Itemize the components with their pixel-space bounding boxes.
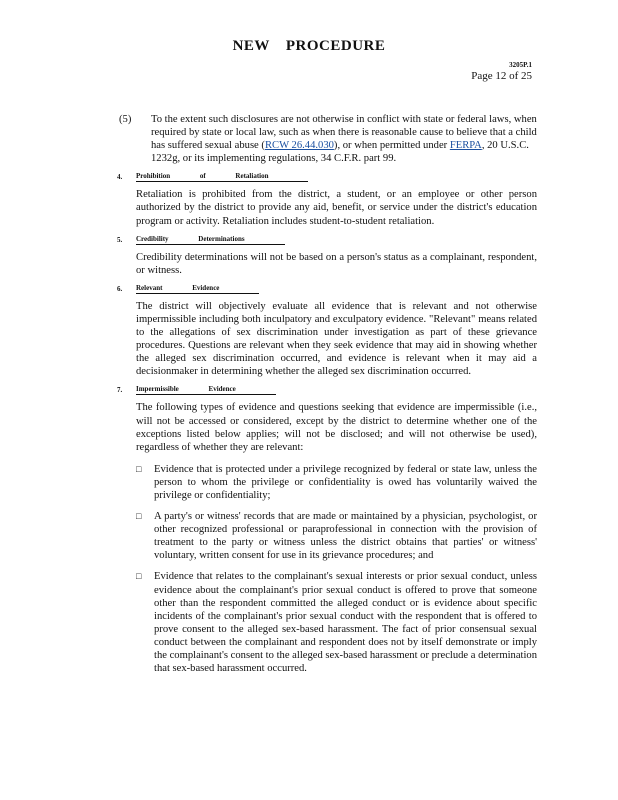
rcw-link[interactable]: RCW 26.44.030 [264,140,334,152]
impermissible-evidence-list [136,463,537,675]
section-number: 7. [117,386,123,395]
section-title: Prohibition of Retaliation [136,172,308,182]
section-intro-text: The following types of evidence and questions seeking that evidence are impermissible (i.e., will not be accessed or considered, except by the district to determine whether one of the exceptions listed below applies; will not be disclosed; and will not otherwise be used), regardless of whether they are relevant: [136,402,537,453]
item-text: To the extent such disclosures are not otherwise in conflict with state or federal laws, when required by state or local law, such as when there is reasonable cause to believe that a child has suffered sexual abuse ( [151,114,537,152]
list-item [136,463,537,502]
list-item-label: (5) [119,114,132,125]
section-body-credibility: Credibility determinations will not be based on a person's status as a complainant, respondent, or witness. [136,251,537,276]
section-heading-credibility [117,235,537,245]
page-title: NEW PROCEDURE [232,38,386,54]
section-body-relevant-evidence: The district will objectively evaluate all evidence that is relevant and not otherwise impermissible including both inculpatory and exculpatory evidence. "Relevant" means related to the allegations of sex discrimination under investigation as part of these grievance procedures. Questions are relevant when they seek evidence that may aid in showing whether the alleged sex discrimination occurred, and evidence is relevant when it may aid a decisionmaker in determining whether the alleged sex discrimination occurred. [136,300,537,378]
bullet-icon: □ [136,463,142,474]
section-number: 4. [117,173,123,182]
section-heading-relevant-evidence [117,284,537,294]
section-title: Relevant Evidence [136,284,259,294]
section-heading-retaliation [117,172,537,182]
item-text: , 20 U.S.C. 1232g, or its implementing regulations, 34 C.F.R. part 99. [151,140,529,165]
section-number: 5. [117,235,123,244]
section-body-impermissible-evidence [136,401,537,675]
list-item [136,510,537,562]
document-body [117,113,537,683]
ferpa-link[interactable]: FERPA [449,140,482,152]
section-body-retaliation: Retaliation is prohibited from the district, a student, or an employee or other person authorized by the district to provide any aid, benefit, or service under the district's education program or activity. Retaliation includes student-to-student retaliation. [136,189,537,227]
section-heading-impermissible-evidence [117,385,537,395]
list-item-text: A party's or witness' records that are made or maintained by a physician, psychologist, or other recognized professional or paraprofessional in connection with the provision of treatment to the party or witness unless the district obtains that parties' or witness' voluntary, written consent for use in its grievance procedures; and [154,511,537,562]
bullet-icon: □ [136,571,142,582]
page-number: Page 12 of 25 [471,70,532,82]
item-text: ), or when permitted under [333,140,450,152]
section-number: 6. [117,284,123,293]
section-title: Credibility Determinations [136,235,285,245]
list-item-5 [119,113,537,165]
bullet-icon: □ [136,511,142,522]
section-title: Impermissible Evidence [136,385,276,395]
list-item-text: Evidence that relates to the complainant's sexual interests or prior sexual conduct, unless evidence about the complainant's prior sexual conduct is offered to prove that someone other than the respondent committed the alleged conduct or is evidence about specific incidents of the complainant's prior sexual conduct with the respondent that is offered to prove consent to the alleged sex-based harassment. The fact of prior consensual sexual conduct between the complainant and respondent does not by itself demonstrate or imply the complainant's consent to the alleged sex-based harassment or preclude a determination that sex-based harassment occurred. [154,571,537,675]
document-number: 3205P.1 [509,61,532,69]
list-item [136,570,537,675]
list-item-text: Evidence that is protected under a privilege recognized by federal or state law, unless the person to whom the privilege or confidentiality is owed has voluntarily waived the privilege or confidentiality; [154,463,537,501]
